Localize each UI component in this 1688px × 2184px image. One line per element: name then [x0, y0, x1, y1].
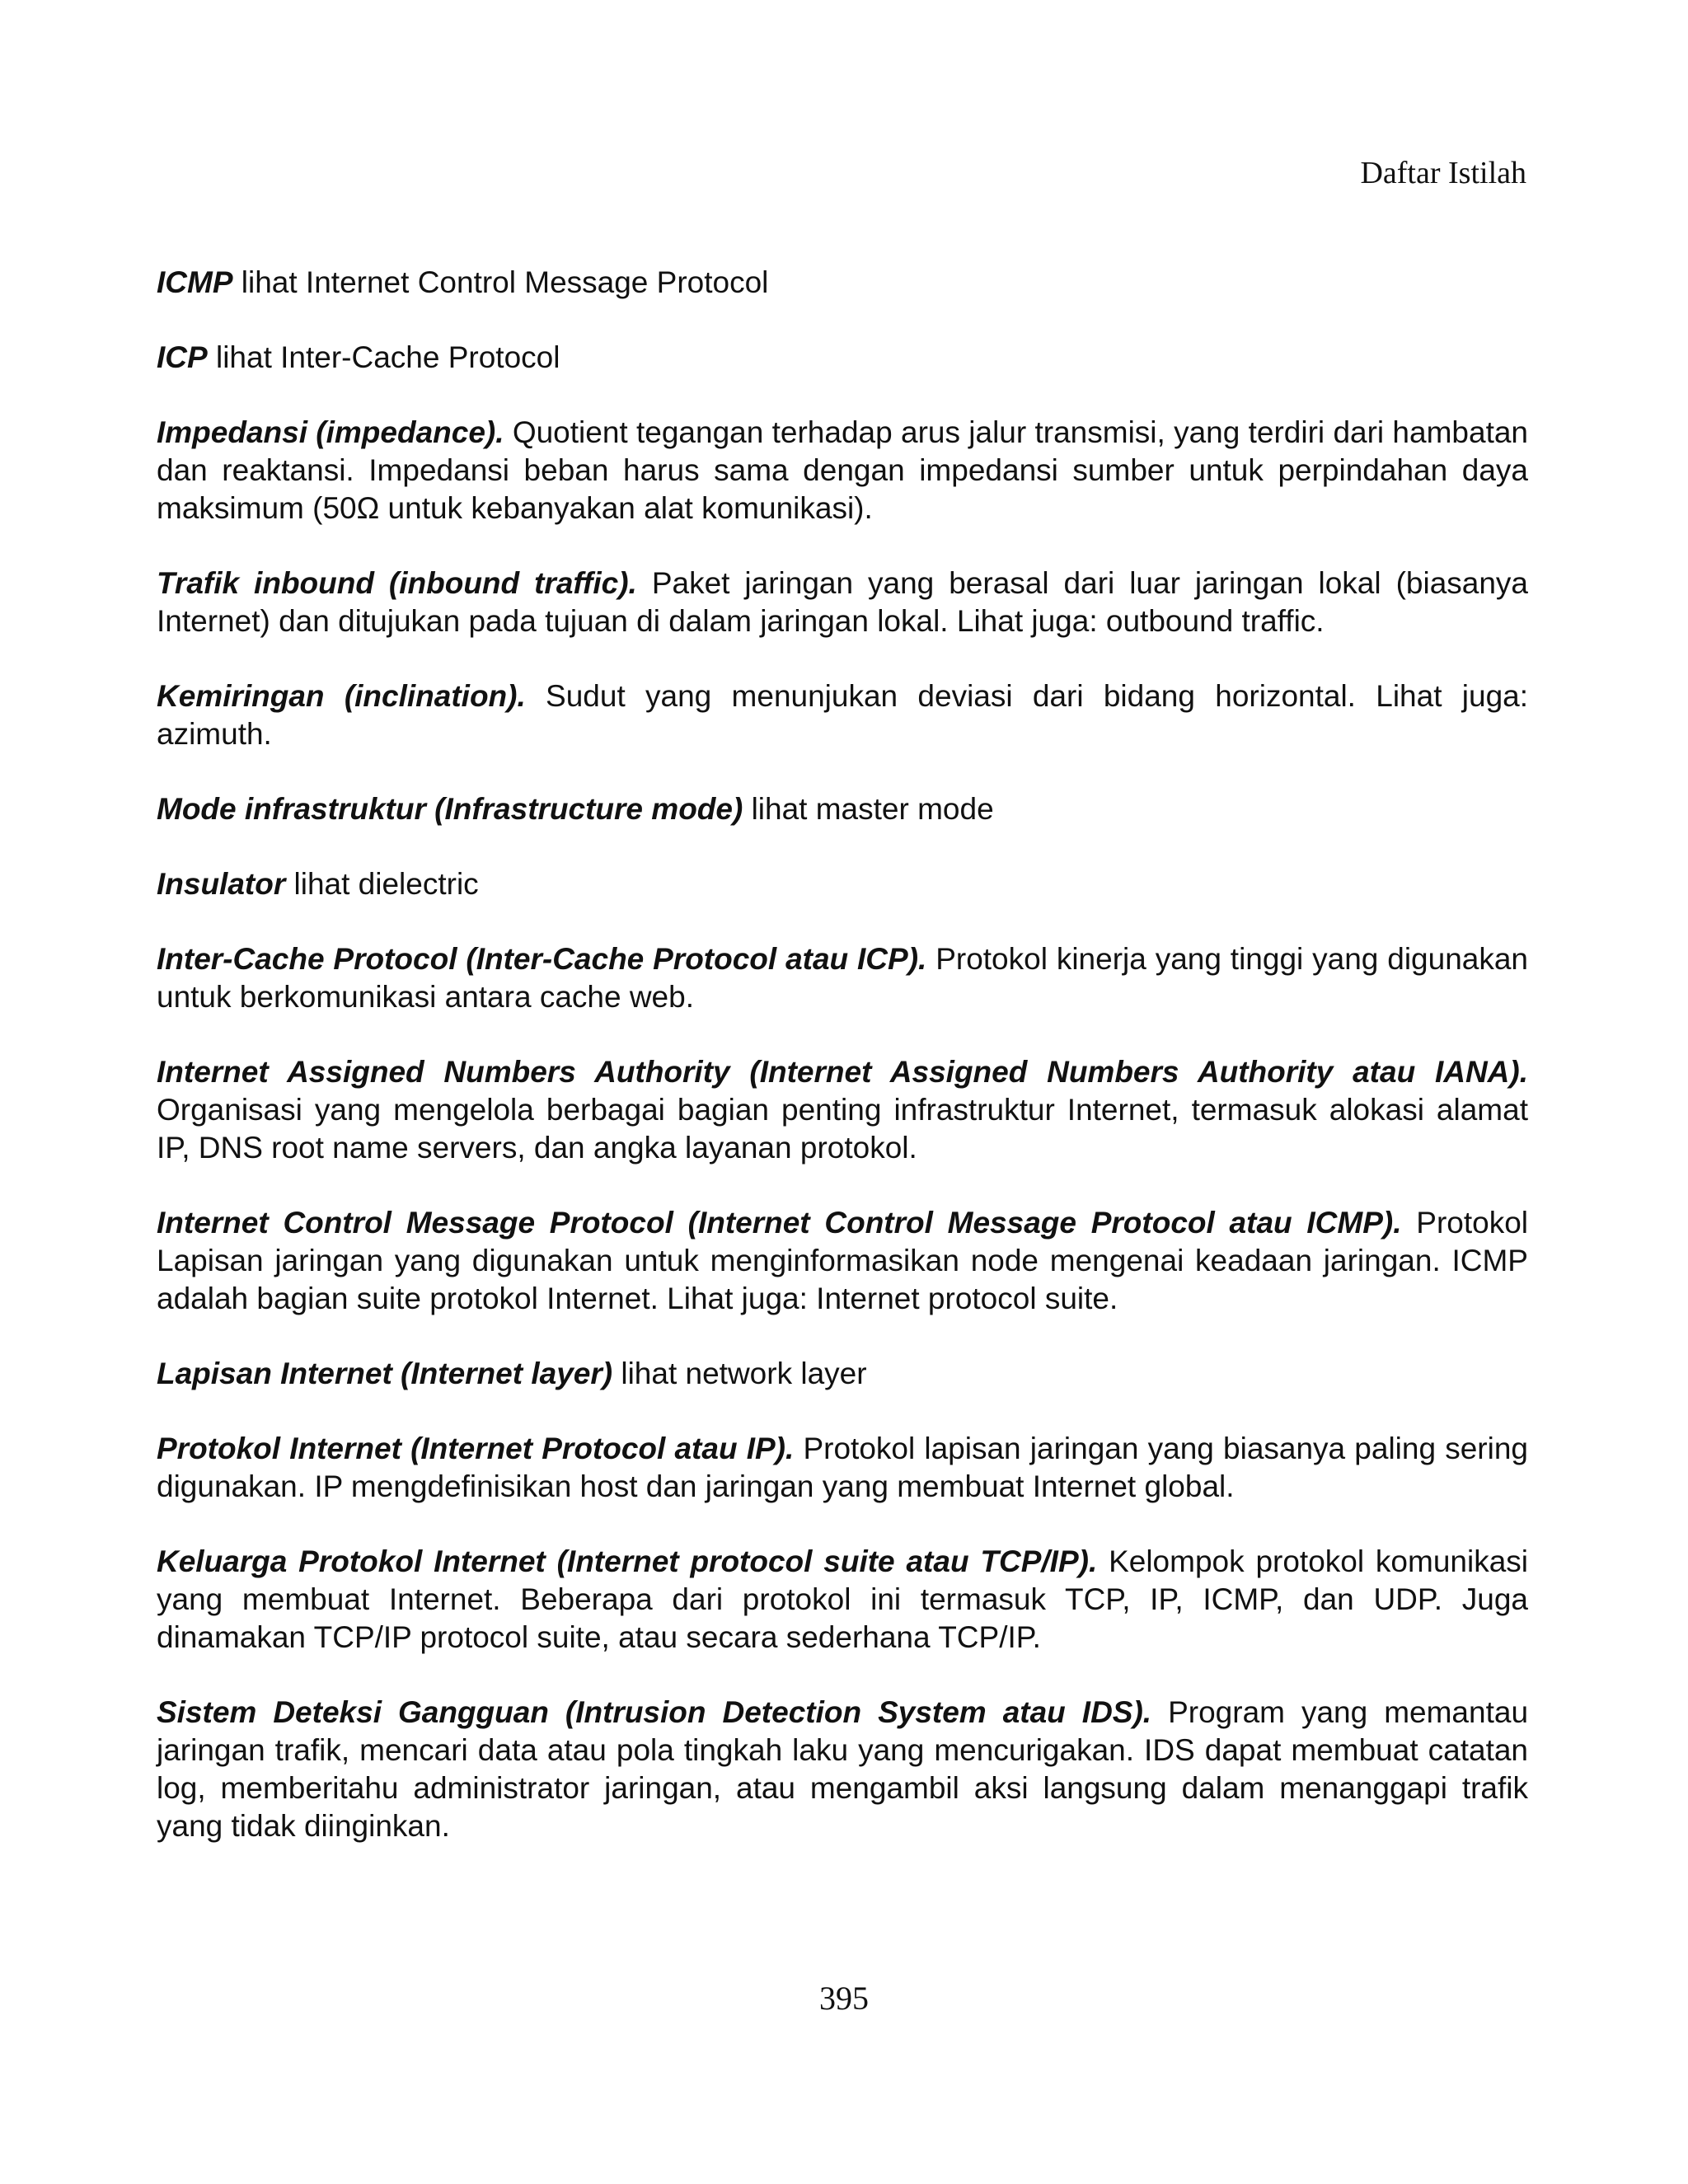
glossary-entry — [157, 339, 1528, 377]
glossary-entry — [157, 1053, 1528, 1167]
glossary-definition: lihat network layer — [621, 1357, 867, 1390]
glossary-definition: Protokol Lapisan jaringan yang digunakan untuk menginformasikan node mengenai keadaan jaringan. ICMP adalah bagian suite protokol Internet. Lihat juga: Internet protocol suite. — [157, 1206, 1528, 1315]
glossary-term: Kemiringan (inclination). — [157, 679, 526, 713]
glossary-entry — [157, 677, 1528, 753]
glossary-entry — [157, 940, 1528, 1016]
page-number: 395 — [819, 1980, 869, 2017]
glossary-term: ICP — [157, 340, 208, 374]
glossary-entry — [157, 565, 1528, 640]
glossary-definition: Organisasi yang mengelola berbagai bagian penting infrastruktur Internet, termasuk alokasi alamat IP, DNS root name servers, dan angka layanan protokol. — [157, 1093, 1528, 1165]
glossary-definition: Quotient tegangan terhadap arus jalur transmisi, yang terdiri dari hambatan dan reaktansi. Impedansi beban harus sama dengan impedansi sumber untuk perpindahan daya maksimum (50Ω untuk kebanyakan alat komunikasi). — [157, 415, 1529, 525]
glossary-term: Mode infrastruktur (Infrastructure mode) — [157, 792, 743, 826]
glossary-term: Keluarga Protokol Internet (Internet protocol suite atau TCP/IP). — [157, 1544, 1098, 1578]
glossary-term: ICMP — [157, 265, 233, 299]
glossary-entry — [157, 790, 1528, 828]
glossary-entry — [157, 264, 1528, 302]
glossary-entry — [157, 1430, 1528, 1506]
glossary-term: Lapisan Internet (Internet layer) — [157, 1357, 613, 1390]
glossary-list — [157, 264, 1528, 1882]
glossary-definition: Sudut yang menunjukan deviasi dari bidang horizontal. Lihat juga: azimuth. — [157, 679, 1528, 751]
glossary-term: Trafik inbound (inbound traffic). — [157, 566, 637, 600]
glossary-term: Internet Control Message Protocol (Internet Control Message Protocol atau ICMP). — [157, 1206, 1402, 1240]
glossary-term: Protokol Internet (Internet Protocol atau IP). — [157, 1432, 795, 1465]
glossary-entry — [157, 414, 1528, 527]
glossary-definition: Protokol kinerja yang tinggi yang digunakan untuk berkomunikasi antara cache web. — [157, 942, 1529, 1014]
glossary-definition: Program yang memantau jaringan trafik, mencari data atau pola tingkah laku yang mencurigakan. IDS dapat membuat catatan log, memberitahu administrator jaringan, atau mengambil aksi langsung dalam menanggapi trafik yang tidak diinginkan. — [157, 1695, 1529, 1843]
glossary-entry — [157, 1694, 1528, 1845]
glossary-definition: Paket jaringan yang berasal dari luar jaringan lokal (biasanya Internet) dan ditujukan pada tujuan di dalam jaringan lokal. Lihat juga: outbound traffic. — [157, 566, 1528, 638]
glossary-entry — [157, 1204, 1528, 1318]
glossary-definition: lihat dielectric — [293, 867, 479, 901]
glossary-entry — [157, 1543, 1528, 1657]
glossary-term: Impedansi (impedance). — [157, 415, 504, 449]
glossary-term: Insulator — [157, 867, 286, 901]
glossary-entry — [157, 1355, 1528, 1393]
glossary-entry — [157, 865, 1528, 903]
glossary-definition: lihat Internet Control Message Protocol — [241, 265, 769, 299]
glossary-definition: Protokol lapisan jaringan yang biasanya paling sering digunakan. IP mengdefinisikan host dan jaringan yang membuat Internet global. — [157, 1432, 1528, 1503]
glossary-definition: Kelompok protokol komunikasi yang membuat Internet. Beberapa dari protokol ini termasuk TCP, IP, ICMP, dan UDP. Juga dinamakan TCP/IP protocol suite, atau secara sederhana TCP/IP. — [157, 1544, 1528, 1654]
glossary-term: Sistem Deteksi Gangguan (Intrusion Detection System atau IDS). — [157, 1695, 1152, 1729]
glossary-term: Inter-Cache Protocol (Inter-Cache Protocol atau ICP). — [157, 942, 927, 976]
glossary-definition: lihat Inter-Cache Protocol — [215, 340, 560, 374]
glossary-definition: lihat master mode — [751, 792, 994, 826]
running-head-title: Daftar Istilah — [1360, 156, 1526, 190]
glossary-term: Internet Assigned Numbers Authority (Internet Assigned Numbers Authority atau IANA). — [157, 1055, 1528, 1089]
